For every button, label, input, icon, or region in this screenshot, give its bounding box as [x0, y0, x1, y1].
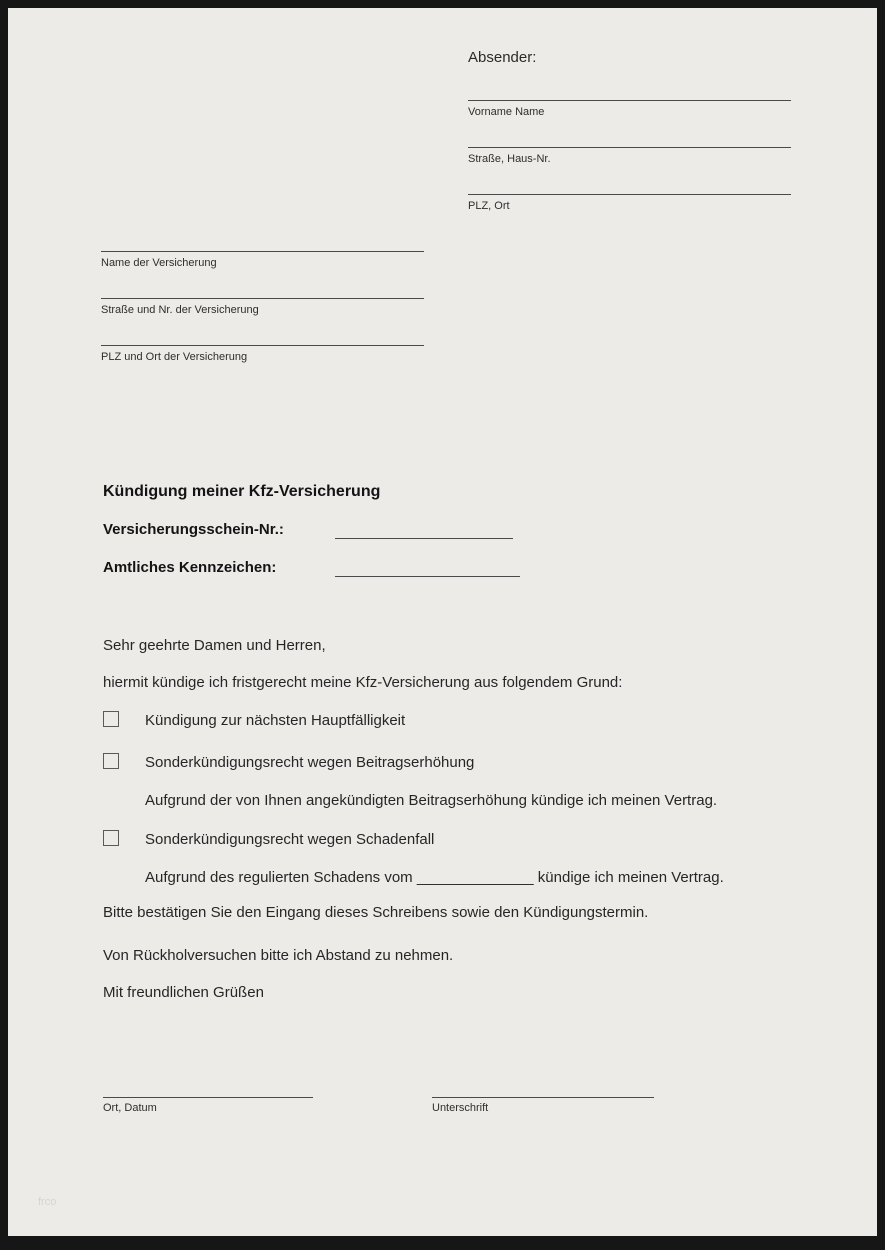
option-claim-case-label: Sonderkündigungsrecht wegen Schadenfall: [145, 831, 435, 848]
option-next-due-date-label: Kündigung zur nächsten Hauptfälligkeit: [145, 712, 406, 729]
sender-street-label: Straße, Haus-Nr.: [468, 153, 551, 165]
place-date-label: Ort, Datum: [103, 1102, 157, 1114]
insurer-street-label: Straße und Nr. der Versicherung: [101, 304, 259, 316]
sender-city-label: PLZ, Ort: [468, 200, 510, 212]
option-premium-increase-label: Sonderkündigungsrecht wegen Beitragserhöhung: [145, 754, 475, 771]
license-plate-label: Amtliches Kennzeichen:: [103, 559, 277, 576]
watermark-text: frco: [38, 1196, 57, 1208]
closing-no-retention-text: Von Rückholversuchen bitte ich Abstand zu nehmen.: [103, 947, 454, 964]
insurer-street-line[interactable]: [101, 298, 424, 299]
closing-confirmation-text: Bitte bestätigen Sie den Eingang dieses Schreibens sowie den Kündigungstermin.: [103, 904, 649, 921]
checkbox-premium-increase[interactable]: [103, 753, 119, 769]
insurer-name-label: Name der Versicherung: [101, 257, 217, 269]
sender-name-label: Vorname Name: [468, 106, 545, 118]
option-premium-increase-detail: Aufgrund der von Ihnen angekündigten Beitragserhöhung kündige ich meinen Vertrag.: [145, 792, 718, 809]
sender-name-line[interactable]: [468, 100, 791, 101]
signature-label: Unterschrift: [432, 1102, 489, 1114]
option-claim-case-detail: Aufgrund des regulierten Schadens vom ______________ kündige ich meinen Vertrag.: [145, 869, 724, 886]
intro-text: hiermit kündige ich fristgerecht meine Kfz-Versicherung aus folgendem Grund:: [103, 674, 623, 691]
checkbox-next-due-date[interactable]: [103, 711, 119, 727]
insurer-name-line[interactable]: [101, 251, 424, 252]
sender-street-line[interactable]: [468, 147, 791, 148]
signature-line[interactable]: [432, 1097, 654, 1098]
insurer-city-label: PLZ und Ort der Versicherung: [101, 351, 248, 363]
sender-heading: Absender:: [468, 49, 537, 66]
salutation-text: Sehr geehrte Damen und Herren,: [103, 637, 326, 654]
sender-city-line[interactable]: [468, 194, 791, 195]
subject-heading: Kündigung meiner Kfz-Versicherung: [103, 483, 381, 500]
place-date-line[interactable]: [103, 1097, 313, 1098]
policy-number-label: Versicherungsschein-Nr.:: [103, 521, 284, 538]
policy-number-field[interactable]: [335, 538, 513, 539]
checkbox-claim-case[interactable]: [103, 830, 119, 846]
insurer-city-line[interactable]: [101, 345, 424, 346]
license-plate-field[interactable]: [335, 576, 520, 577]
letter-page: [8, 8, 877, 1236]
closing-regards-text: Mit freundlichen Grüßen: [103, 984, 264, 1001]
